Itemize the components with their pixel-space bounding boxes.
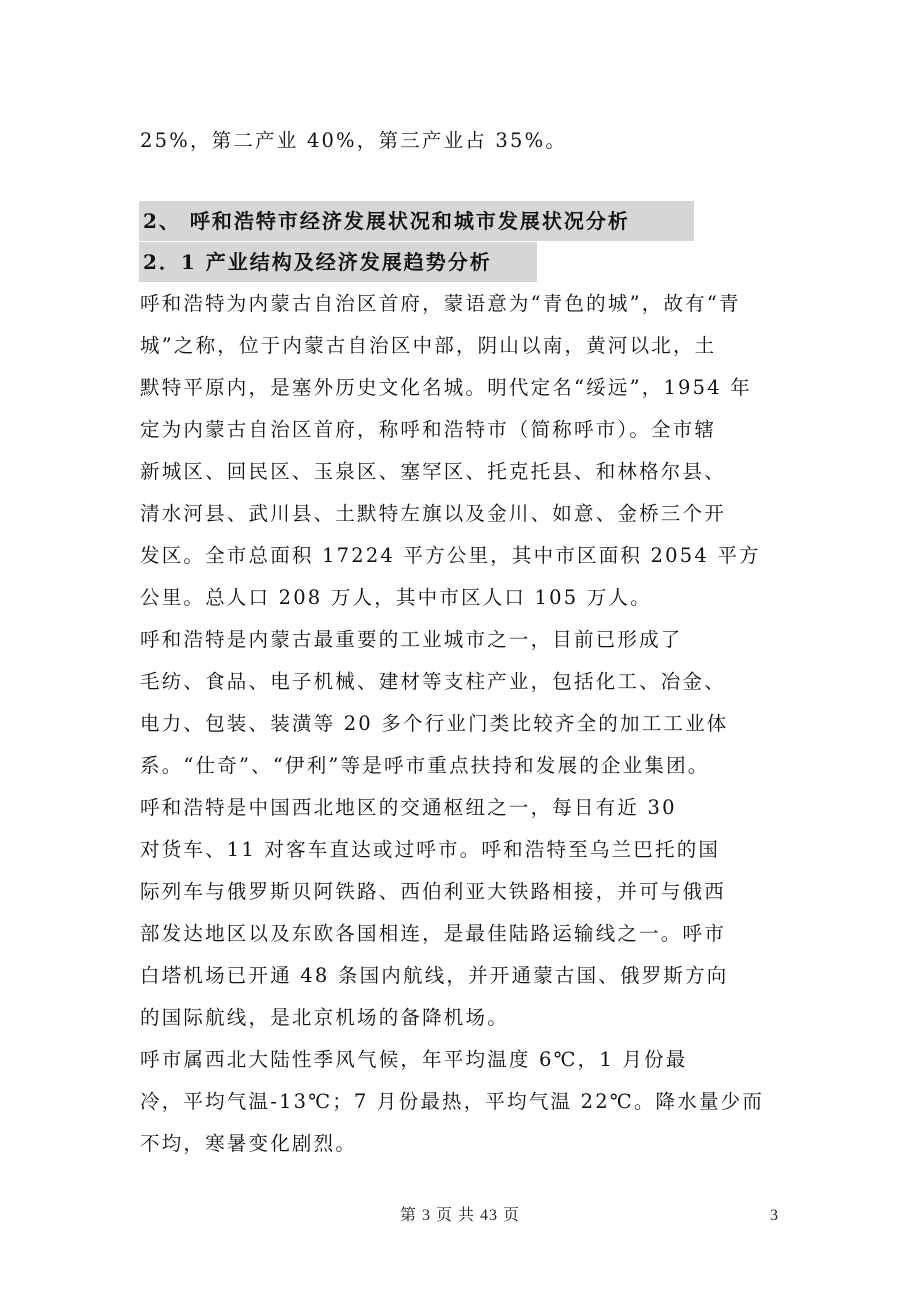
paragraph-line: 对货车、11 对客车直达或过呼市。呼和浩特至乌兰巴托的国: [140, 838, 721, 861]
paragraph-line: 际列车与俄罗斯贝阿铁路、西伯利亚大铁路相接，并可与俄西: [140, 880, 726, 903]
paragraph-line: 呼和浩特是内蒙古最重要的工业城市之一，目前已形成了: [140, 628, 683, 651]
paragraph-line: 部发达地区以及东欧各国相连，是最佳陆路运输线之一。呼市: [140, 922, 726, 945]
paragraph-line: 白塔机场已开通 48 条国内航线，并开通蒙古国、俄罗斯方向: [140, 964, 729, 987]
paragraph-line: 城”之称，位于内蒙古自治区中部，阴山以南，黄河以北，土: [140, 334, 717, 357]
paragraph-line: 系。“仕奇”、“伊利”等是呼市重点扶持和发展的企业集团。: [140, 754, 710, 777]
page-number: 3: [770, 1207, 778, 1224]
page-count-label: 第 3 页 共 43 页: [400, 1207, 521, 1224]
paragraph-line: 默特平原内，是塞外历史文化名城。明代定名“绥远”，1954 年: [140, 376, 752, 399]
subsection-heading: 2．1 产业结构及经济发展趋势分析: [139, 242, 537, 282]
paragraph-line: 发区。全市总面积 17224 平方公里，其中市区面积 2054 平方: [140, 544, 761, 567]
paragraph-line: 公里。总人口 208 万人，其中市区人口 105 万人。: [140, 586, 652, 609]
paragraph-line: 呼市属西北大陆性季风气候，年平均温度 6℃，1 月份最: [140, 1048, 688, 1071]
paragraph-line: 定为内蒙古自治区首府，称呼和浩特市（简称呼市）。全市辖: [140, 418, 717, 441]
paragraph-line: 的国际航线，是北京机场的备降机场。: [140, 1006, 509, 1029]
paragraph-line: 新城区、回民区、玉泉区、塞罕区、托克托县、和林格尔县、: [140, 460, 726, 483]
paragraph-line: 呼和浩特为内蒙古自治区首府，蒙语意为“青色的城”，故有“青: [140, 292, 741, 315]
continuation-line: 25%，第二产业 40%，第三产业占 35%。: [140, 129, 568, 152]
paragraph-line: 电力、包装、装潢等 20 多个行业门类比较齐全的加工工业体: [140, 712, 729, 735]
paragraph-line: 清水河县、武川县、土默特左旗以及金川、如意、金桥三个开: [140, 502, 726, 525]
paragraph-line: 呼和浩特是中国西北地区的交通枢纽之一，每日有近 30: [140, 796, 677, 819]
paragraph-line: 毛纺、食品、电子机械、建材等支柱产业，包括化工、冶金、: [140, 670, 726, 693]
paragraph-line: 冷，平均气温-13℃；7 月份最热，平均气温 22℃。降水量少而: [140, 1090, 765, 1113]
section-heading: 2、 呼和浩特市经济发展状况和城市发展状况分析: [139, 201, 694, 241]
paragraph-line: 不均，寒暑变化剧烈。: [140, 1132, 358, 1155]
